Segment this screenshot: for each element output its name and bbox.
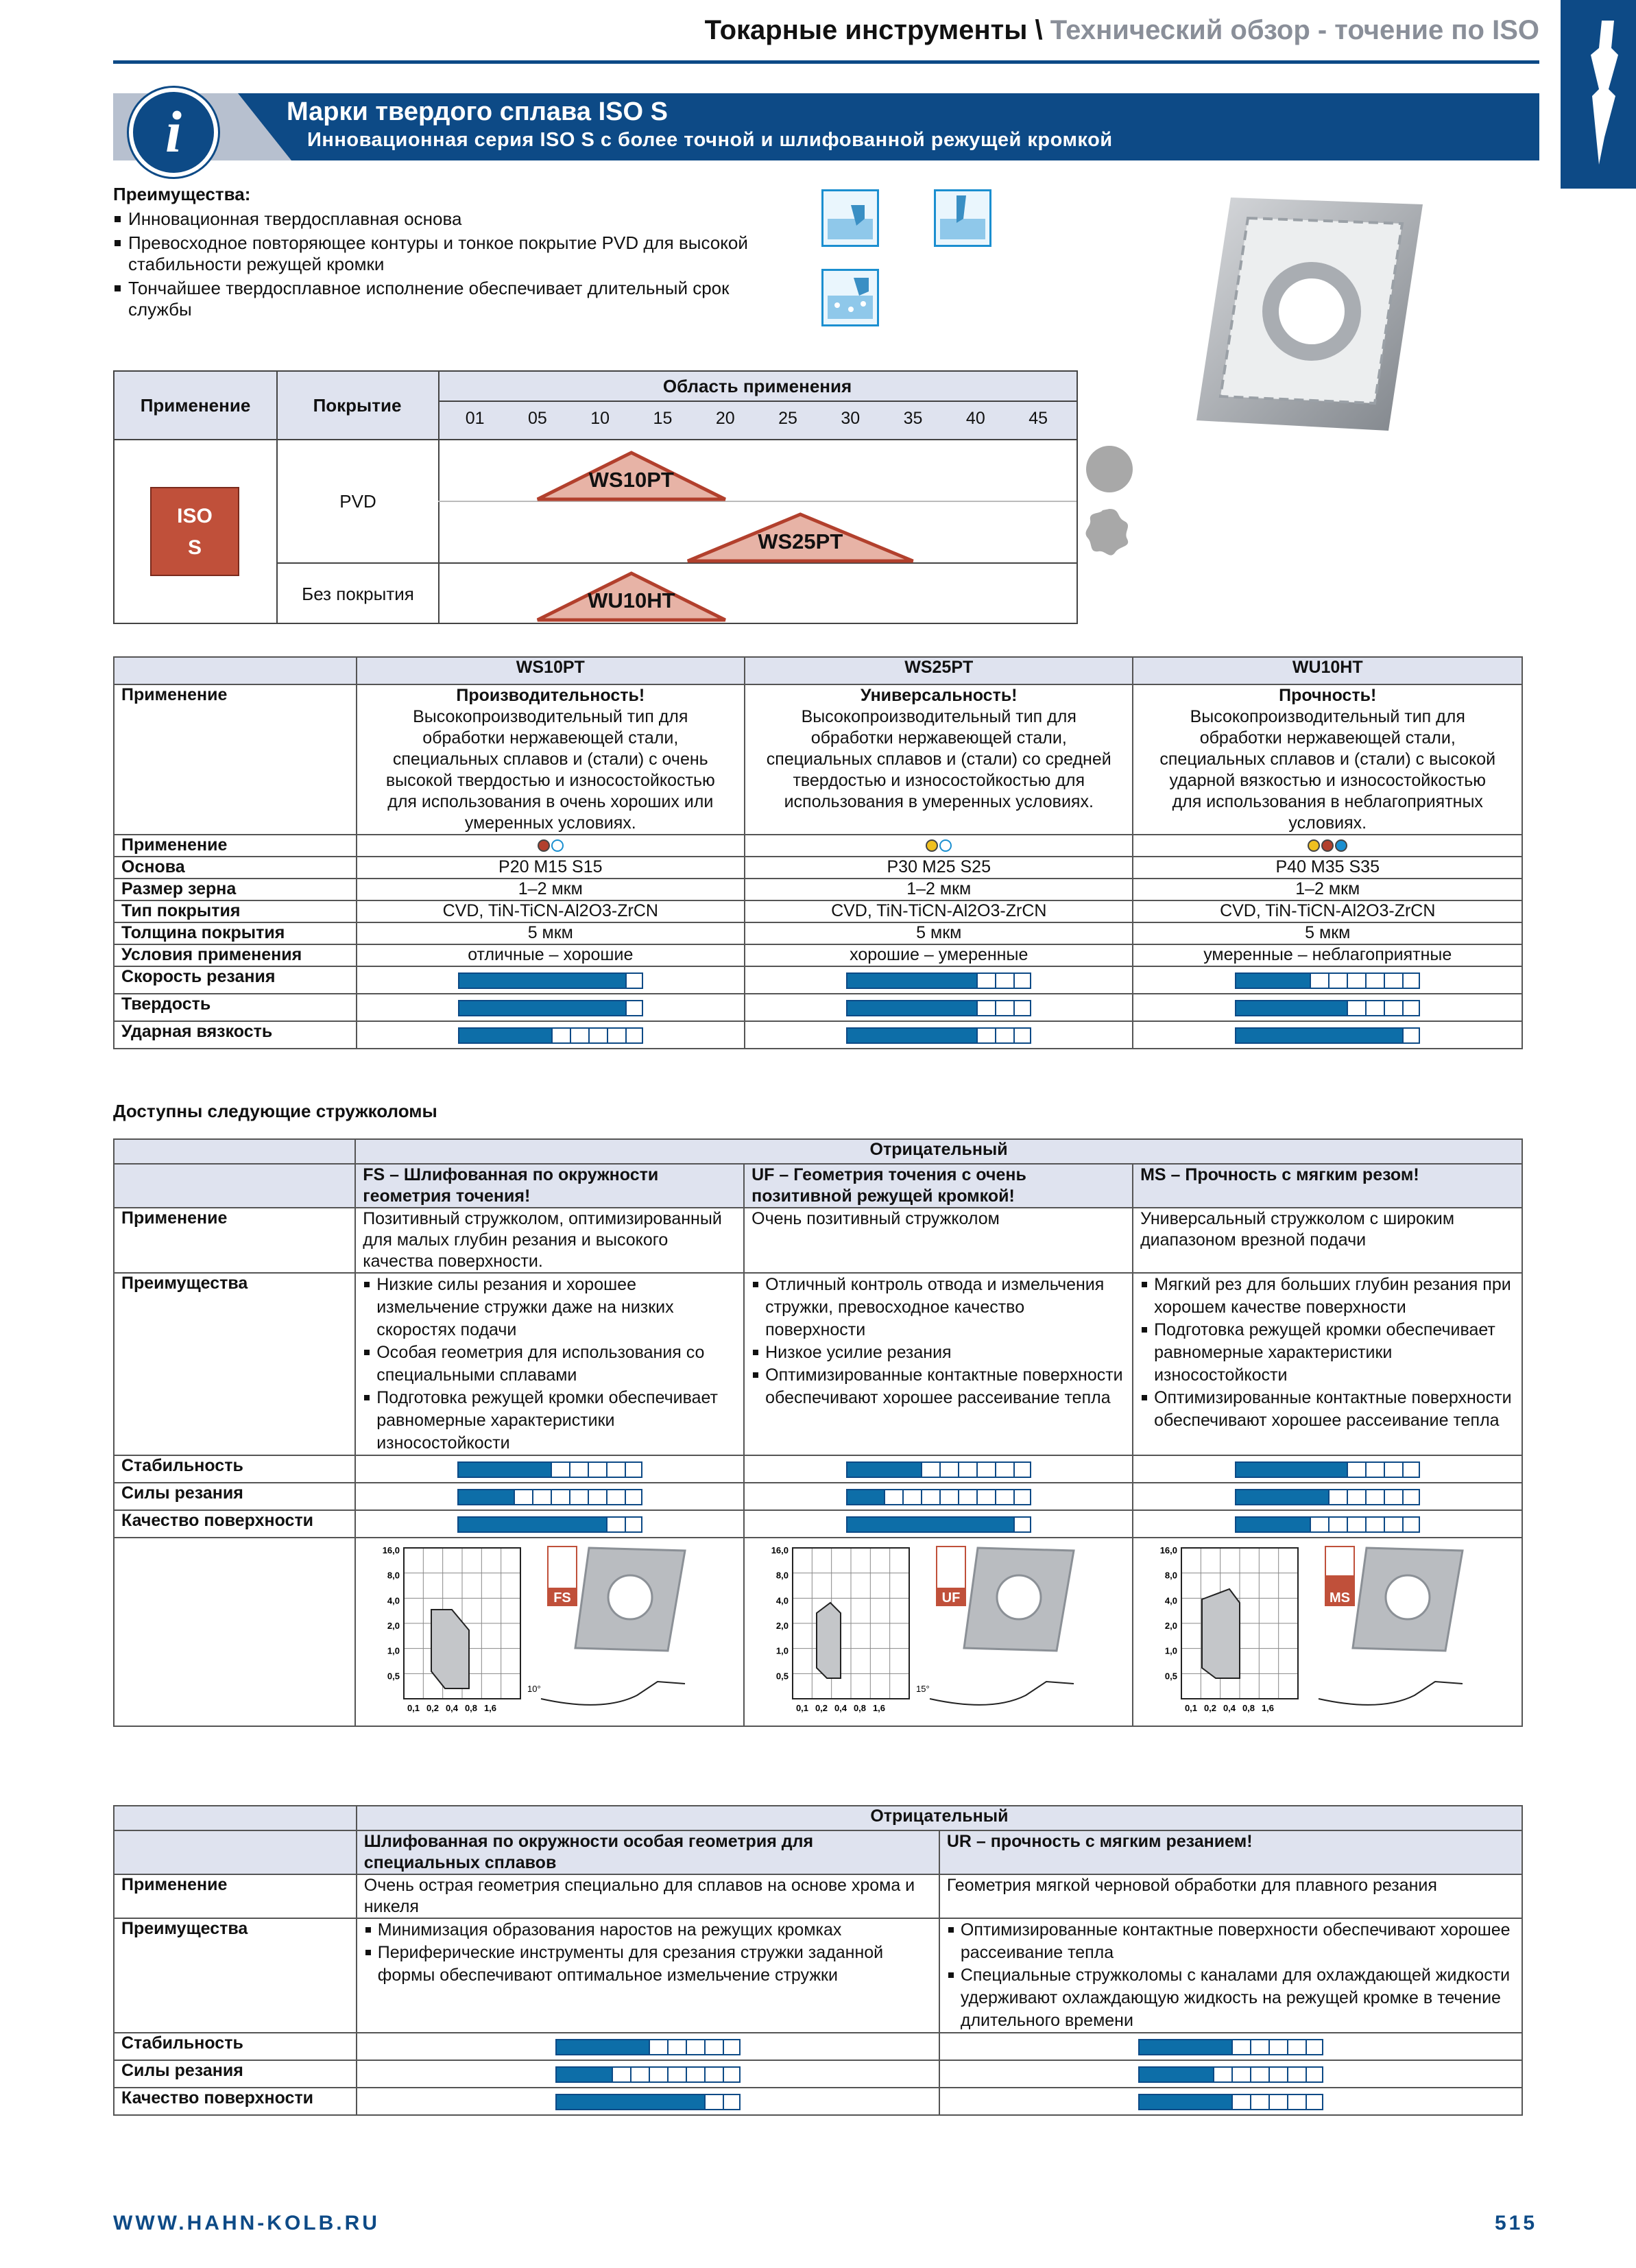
row-label: Применение [114,1874,357,1918]
material-dot [551,839,564,852]
bar-cell [1133,1510,1522,1538]
chipbreaker-diagram [356,1538,740,1721]
svg-text:1,0: 1,0 [776,1645,789,1656]
row-label: Качество поверхности [114,1510,355,1538]
banner-subtitle: Инновационная серия ISO S с более точной и шлифованной режущей кромкой [307,129,1113,151]
rating-bar [457,1489,642,1505]
rating-bar [458,972,643,989]
chip-application: Геометрия мягкой черновой обработки для плавного резания [939,1874,1522,1918]
svg-text:FS: FS [553,1590,571,1605]
bar-cell [1133,966,1522,994]
svg-text:8,0: 8,0 [776,1570,789,1581]
rating-bar [457,1516,642,1533]
bar-cell [744,1483,1133,1510]
range-triangle [438,571,1076,632]
grade-value: отличные – хорошие [357,944,745,966]
svg-text:1,6: 1,6 [1262,1703,1275,1713]
row-label: Стабильность [114,1455,355,1483]
chip-col-uf: UF – Геометрия точения с очень позитивной режущей кромкой! [744,1164,1133,1208]
facing-icon [821,269,879,326]
scale-tick: 45 [1028,409,1048,428]
svg-text:1,0: 1,0 [387,1645,400,1656]
footer-url[interactable]: WWW.HAHN-KOLB.RU [113,2212,380,2234]
bar-cell [939,2060,1522,2088]
svg-text:0,8: 0,8 [1242,1703,1255,1713]
grade-title: Прочность! [1279,686,1377,705]
list-item: Мягкий рез для больших глубин резания при хорошем качестве поверхности [1140,1274,1515,1319]
application-range-table [113,370,1078,624]
scale-tick: 05 [528,409,547,428]
svg-text:0,8: 0,8 [854,1703,867,1713]
svg-text:0,5: 0,5 [776,1671,789,1682]
list-item: Минимизация образования наростов на режущих кромках [364,1919,932,1942]
rating-bar [555,2094,741,2110]
rating-bar [1138,2039,1323,2055]
bar-cell [1133,1021,1522,1049]
bar-cell [355,1483,744,1510]
grade-desc [745,684,1133,835]
svg-text:0,5: 0,5 [387,1671,400,1682]
grade-value: P30 M25 S25 [745,857,1133,879]
grade-value: CVD, TiN-TiCN-Al2O3-ZrCN [357,900,745,922]
list-item: Тончайшее твердосплавное исполнение обеспечивает длительный срок службы [113,278,771,320]
svg-text:4,0: 4,0 [1164,1595,1178,1606]
list-item: Оптимизированные контактные поверхности обеспечивают хорошее рассеивание тепла [751,1364,1125,1409]
chip-application: Очень острая геометрия специально для сплавов на основе хрома и никеля [357,1874,939,1918]
grade-label: WU10HT [588,588,675,612]
page-number: 515 [1495,2212,1538,2234]
bar-cell [1133,1483,1522,1510]
svg-text:MS: MS [1330,1590,1351,1605]
bar-cell [745,1021,1133,1049]
rating-bar [457,1461,642,1478]
chip-col-ur: UR – прочность с мягким резанием! [939,1830,1522,1874]
row-label: Твердость [114,994,357,1021]
insert-image [1183,184,1430,444]
chip-advantages [939,1918,1522,2033]
svg-text:0,1: 0,1 [407,1703,420,1713]
bar-cell [939,2033,1522,2060]
grade-desc [357,684,745,835]
list-item: Отличный контроль отвода и измельчения стружки, превосходное качество поверхности [751,1274,1125,1341]
corner-cell [114,1806,357,1830]
svg-text:0,8: 0,8 [465,1703,478,1713]
bar-cell [357,2060,939,2088]
range-scale [438,402,1076,438]
scale-tick: 30 [841,409,861,428]
bar-cell [357,1021,745,1049]
svg-text:2,0: 2,0 [776,1621,789,1631]
chipbreaker-diagram [745,1538,1129,1721]
material-dot [939,839,952,852]
coating-pvd: PVD [339,491,376,512]
svg-text:16,0: 16,0 [1159,1545,1178,1555]
rating-bar [846,1516,1031,1533]
grade-table [113,656,1523,1049]
page-header [0,15,1539,46]
svg-text:2,0: 2,0 [1164,1621,1178,1631]
list-item: Низкое усилие резания [751,1341,1125,1364]
grade-text: Высокопроизводительный тип для обработки нержавеющей стали, специальных сплавов и (стали) с очень высокой твердостью и износостойкостью для использования в очень хороших или умеренных условиях. [385,707,715,833]
chip-advantages [357,1918,939,2033]
row-label: Силы резания [114,2060,357,2088]
grade-title: Производительность! [456,686,645,705]
svg-text:10°: 10° [527,1684,541,1694]
list-item: Оптимизированные контактные поверхности обеспечивают хорошее рассеивание тепла [947,1919,1515,1964]
bar-cell [355,1510,744,1538]
iso-s-badge [150,487,239,576]
row-label: Применение [114,684,357,835]
chip-col-special: Шлифованная по окружности особая геометрия для специальных сплавов [357,1830,939,1874]
bar-cell [357,2088,939,2115]
rating-bar [1235,1461,1420,1478]
scale-tick: 25 [778,409,797,428]
rating-bar [846,1027,1031,1044]
list-item: Низкие силы резания и хорошее измельчение стружки даже на низких скоростях подачи [363,1274,736,1341]
material-dot [1308,839,1320,852]
rating-bar [555,2066,741,2083]
banner-title: Марки твердого сплава ISO S [287,97,668,126]
row-label: Скорость резания [114,966,357,994]
bar-cell [744,1510,1133,1538]
rating-bar [458,1000,643,1016]
grade-label: WS10PT [588,468,674,492]
coating-none: Без покрытия [302,584,414,604]
rating-bar [846,972,1031,989]
svg-text:16,0: 16,0 [382,1545,400,1555]
scale-tick: 35 [903,409,923,428]
range-triangles [438,439,1076,624]
material-dot [926,839,938,852]
col-range: Область применения [438,372,1076,402]
grade-text: Высокопроизводительный тип для обработки нержавеющей стали, специальных сплавов и (стали) с высокой ударной вязкостью и износостойкостью для использования в неблагоприятных условиях. [1159,707,1496,833]
corner-cell [114,1139,355,1164]
bar-cell [357,2033,939,2060]
dots-cell [745,835,1133,857]
rating-bar [1138,2094,1323,2110]
wavy-insert-icon [1086,509,1129,556]
bar-cell [357,994,745,1021]
dots-cell [1133,835,1522,857]
chip-col-ms: MS – Прочность с мягким резом! [1133,1164,1522,1208]
info-icon: i [129,88,218,177]
svg-text:4,0: 4,0 [387,1595,400,1606]
chip-col-fs: FS – Шлифованная по окружности геометрия точения! [355,1164,744,1208]
rating-bar [846,1000,1031,1016]
grade-desc [1133,684,1522,835]
chip-application: Очень позитивный стружколом [744,1208,1133,1273]
grade-col-ws25pt: WS25PT [745,657,1133,684]
svg-text:0,2: 0,2 [426,1703,440,1713]
rating-bar [1235,1027,1420,1044]
svg-text:0,2: 0,2 [815,1703,828,1713]
dots-cell [357,835,745,857]
iso-label: ISO [177,505,213,527]
insert-shape-icons [1082,443,1137,560]
list-item: Инновационная твердосплавная основа [113,208,771,230]
grade-value: хорошие – умеренные [745,944,1133,966]
diagram-cell [744,1538,1133,1726]
bar-cell [355,1455,744,1483]
scale-tick: 40 [965,409,985,428]
row-label: Ударная вязкость [114,1021,357,1049]
chip-advantages [355,1273,744,1455]
svg-text:0,4: 0,4 [834,1703,847,1713]
list-item: Подготовка режущей кромки обеспечивает равномерные характеристики износостойкости [363,1387,736,1455]
grade-value: 5 мкм [745,922,1133,944]
bar-cell [357,966,745,994]
rating-bar [555,2039,741,2055]
row-label: Условия применения [114,944,357,966]
iso-group: S [187,536,202,559]
row-label: Основа [114,857,357,879]
grade-col-ws10pt: WS10PT [357,657,745,684]
svg-text:4,0: 4,0 [776,1595,789,1606]
chip-advantages [744,1273,1133,1455]
row-label: Толщина покрытия [114,922,357,944]
corner-cell [114,1830,357,1874]
list-item: Оптимизированные контактные поверхности обеспечивают хорошее рассеивание тепла [1140,1387,1515,1432]
col-application: Применение [115,372,278,439]
grade-value: CVD, TiN-TiCN-Al2O3-ZrCN [745,900,1133,922]
row-label: Преимущества [114,1273,355,1455]
list-item: Особая геометрия для использования со специальными сплавами [363,1341,736,1387]
svg-text:1,0: 1,0 [1164,1645,1178,1656]
grade-value: 5 мкм [357,922,745,944]
grade-value: P20 M15 S15 [357,857,745,879]
svg-text:1,6: 1,6 [873,1703,886,1713]
material-dot [1321,839,1334,852]
svg-text:0,1: 0,1 [796,1703,809,1713]
chip-advantages [1133,1273,1522,1455]
advantages-heading: Преимущества: [113,184,251,204]
grade-value: 1–2 мкм [745,879,1133,900]
corner-cell [114,1164,355,1208]
scale-tick: 10 [590,409,610,428]
grade-value: 1–2 мкм [357,879,745,900]
svg-text:0,4: 0,4 [446,1703,459,1713]
col-coating: Покрытие [276,372,440,439]
list-item: Периферические инструменты для срезания стружки заданной формы обеспечивают оптимальное измельчение стружки [364,1942,932,1987]
header-separator: \ [1035,15,1043,45]
rating-bar [1138,2066,1323,2083]
bar-cell [1133,1455,1522,1483]
bar-cell [745,966,1133,994]
svg-text:2,0: 2,0 [387,1621,400,1631]
rating-bar [458,1027,643,1044]
grade-value: P40 M35 S35 [1133,857,1522,879]
chip-application: Универсальный стружколом с широким диапазоном врезной подачи [1133,1208,1522,1273]
bar-cell [1133,994,1522,1021]
svg-text:0,1: 0,1 [1185,1703,1198,1713]
svg-text:1,6: 1,6 [484,1703,497,1713]
grade-text: Высокопроизводительный тип для обработки нержавеющей стали, специальных сплавов и (стали) со средней твердостью и износостойкостью для использования в умеренных условиях. [766,707,1111,811]
svg-text:0,4: 0,4 [1223,1703,1236,1713]
scale-tick: 20 [715,409,735,428]
scale-tick: 15 [653,409,673,428]
header-title: Токарные инструменты [704,15,1028,45]
corner-cell [114,1538,355,1726]
svg-text:UF: UF [941,1590,961,1605]
list-item: Специальные стружколомы с каналами для охлаждающей жидкости удерживают охлаждающую жидкость на режущей кромке в течение длительного времени [947,1964,1515,2032]
grade-title: Универсальность! [860,686,1018,705]
grade-value: 5 мкм [1133,922,1522,944]
svg-text:8,0: 8,0 [387,1570,400,1581]
chipbreaker-table-1 [113,1138,1523,1727]
corner-cell [114,657,357,684]
diagram-cell [1133,1538,1522,1726]
grade-label: WS25PT [758,529,843,553]
range-triangle [438,450,1076,512]
round-insert-icon [1086,446,1133,492]
svg-text:16,0: 16,0 [771,1545,789,1555]
diagram-cell [355,1538,744,1726]
section-tab [1561,0,1636,189]
row-label: Силы резания [114,1483,355,1510]
boring-icon [934,189,991,247]
row-label: Применение [114,1208,355,1273]
svg-text:0,5: 0,5 [1164,1671,1178,1682]
row-label: Преимущества [114,1918,357,2033]
scale-tick: 01 [465,409,485,428]
svg-text:15°: 15° [916,1684,930,1694]
rating-bar [1235,1489,1420,1505]
header-rule [113,60,1539,64]
list-item: Подготовка режущей кромки обеспечивает равномерные характеристики износостойкости [1140,1319,1515,1387]
svg-text:8,0: 8,0 [1164,1570,1178,1581]
chipbreaker-diagram [1133,1538,1517,1721]
list-item: Превосходное повторяющее контуры и тонкое покрытие PVD для высокой стабильности режущей кромки [113,232,771,275]
group-negative: Отрицательный [357,1806,1522,1830]
chipbreaker-table-2 [113,1805,1523,2116]
header-subtitle: Технический обзор - точение по ISO [1050,15,1539,45]
group-negative: Отрицательный [355,1139,1522,1164]
rating-bar [846,1461,1031,1478]
rating-bar [1235,1516,1420,1533]
chip-application: Позитивный стружколом, оптимизированный для малых глубин резания и высокого качества поверхности. [355,1208,744,1273]
rating-bar [1235,1000,1420,1016]
turning-icon [821,189,879,247]
chipbreaker-heading: Доступны следующие стружколомы [113,1101,437,1121]
bar-cell [939,2088,1522,2115]
row-label: Качество поверхности [114,2088,357,2115]
grade-value: умеренные – неблагоприятные [1133,944,1522,966]
rating-bar [846,1489,1031,1505]
material-dot [538,839,550,852]
grade-value: CVD, TiN-TiCN-Al2O3-ZrCN [1133,900,1522,922]
svg-text:0,2: 0,2 [1204,1703,1217,1713]
row-label: Стабильность [114,2033,357,2060]
advantages-list [113,208,771,323]
drill-icon [1561,0,1636,189]
grade-col-wu10ht: WU10HT [1133,657,1522,684]
rating-bar [1235,972,1420,989]
row-label: Применение [114,835,357,857]
material-dot [1335,839,1347,852]
grade-value: 1–2 мкм [1133,879,1522,900]
bar-cell [745,994,1133,1021]
bar-cell [744,1455,1133,1483]
row-label: Размер зерна [114,879,357,900]
row-label: Тип покрытия [114,900,357,922]
